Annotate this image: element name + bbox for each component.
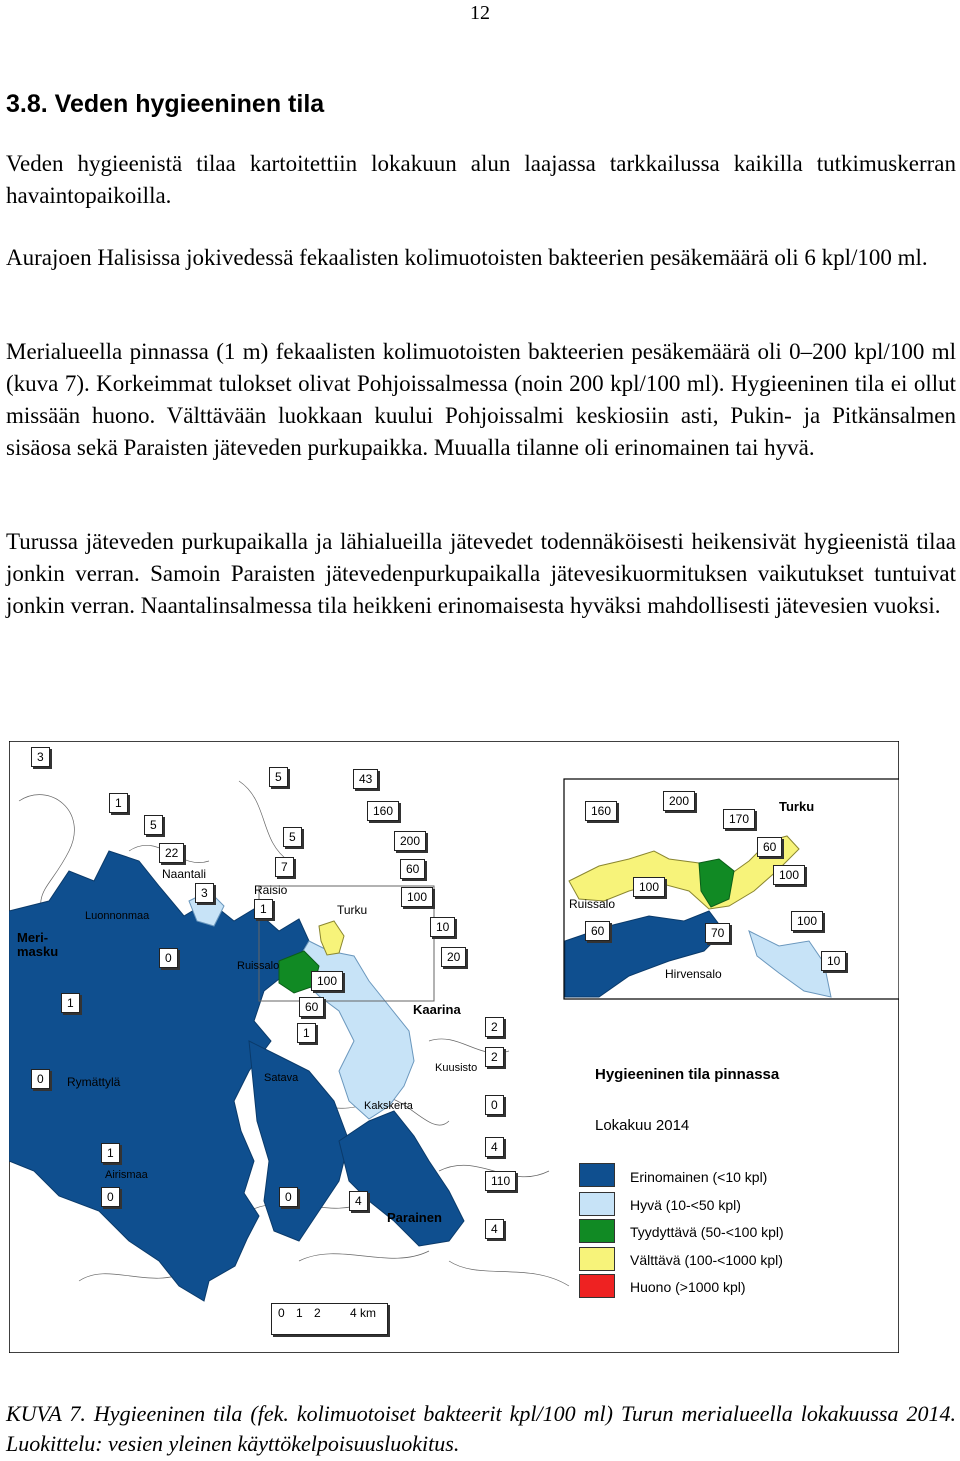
value-box: 20 (441, 947, 466, 967)
legend-swatch-passable (579, 1247, 615, 1271)
value-box: 0 (279, 1187, 298, 1207)
inset-value-box: 60 (585, 921, 610, 941)
inset-value-box: 100 (791, 911, 823, 931)
inset-value-box: 70 (705, 923, 730, 943)
place-airismaa: Airismaa (105, 1169, 148, 1181)
paragraph-4: Turussa jäteveden purkupaikalla ja lähialueilla jätevedet todennäköisesti heikensivät hygieenistä tilaa jonkin verran. Samoin Paraisten jätevedenpurkupaikalla jätevesikuormituksen vaikutukset tuntuivat jonkin verran. Naantalinsalmessa tila heikkeni erinomaisesta hyväksi mahdollisesti jätevesien vuoksi. (6, 529, 956, 618)
legend-label-excellent: Erinomainen (<10 kpl) (630, 1169, 768, 1185)
value-box: 3 (195, 883, 214, 903)
value-box: 110 (485, 1171, 516, 1191)
value-box: 1 (101, 1143, 120, 1163)
value-box: 22 (159, 843, 184, 863)
inset-value-box: 100 (633, 877, 665, 897)
inset-place-hirvensalo: Hirvensalo (665, 967, 722, 981)
section-heading: 3.8. Veden hygieeninen tila (6, 90, 325, 118)
value-box: 100 (401, 887, 433, 907)
scale-tick: 0 (278, 1306, 285, 1320)
value-box: 43 (353, 769, 378, 789)
value-box: 5 (283, 827, 302, 847)
value-box: 0 (485, 1095, 504, 1115)
value-box: 0 (31, 1069, 50, 1089)
scale-tick: 1 (296, 1306, 303, 1320)
value-box: 7 (275, 857, 294, 877)
legend-label-good: Hyvä (10-<50 kpl) (630, 1197, 741, 1213)
place-raisio: Raisio (254, 883, 288, 897)
inset-value-box: 160 (585, 801, 617, 821)
value-box: 160 (367, 801, 399, 821)
legend-swatch-good (579, 1192, 615, 1216)
value-box: 4 (485, 1137, 504, 1157)
inset-value-box: 100 (773, 865, 805, 885)
value-box: 10 (430, 917, 455, 937)
value-box: 1 (254, 899, 273, 919)
scale-tick: 4 km (350, 1306, 377, 1320)
value-box: 1 (297, 1023, 316, 1043)
place-luonnonmaa: Luonnonmaa (85, 910, 150, 922)
inset-value-box: 170 (723, 809, 755, 829)
value-box: 3 (31, 747, 50, 767)
place-satava: Satava (264, 1072, 299, 1084)
legend-label-poor: Huono (>1000 kpl) (630, 1279, 746, 1295)
legend-swatch-poor (579, 1274, 615, 1298)
value-box: 1 (61, 993, 80, 1013)
value-box: 4 (485, 1219, 504, 1239)
legend-label-passable: Välttävä (100-<1000 kpl) (630, 1252, 783, 1268)
paragraph-2: Aurajoen Halisissa jokivedessä fekaalisten kolimuotoisten bakteerien pesäkemäärä oli 6 kpl/100 ml. (6, 245, 928, 270)
place-meri-masku: Meri- masku (17, 930, 59, 959)
legend-label-satisfactory: Tyydyttävä (50-<100 kpl) (630, 1224, 784, 1240)
value-box: 0 (101, 1187, 120, 1207)
figure-caption: KUVA 7. Hygieeninen tila (fek. kolimuotoiset bakteerit kpl/100 ml) Turun merialueella lokakuussa 2014. Luokittelu: vesien yleinen käyttökelpoisuusluokitus. (6, 1401, 956, 1456)
place-rymattyla: Rymättylä (67, 1075, 121, 1089)
value-box: 5 (144, 815, 163, 835)
inset-value-box: 60 (757, 837, 782, 857)
value-box: 2 (485, 1017, 504, 1037)
hygiene-map (9, 741, 899, 1353)
inset-place-turku: Turku (779, 799, 815, 814)
scale-tick: 2 (314, 1306, 321, 1320)
place-naantali: Naantali (162, 867, 207, 881)
place-kuusisto: Kuusisto (435, 1062, 478, 1074)
value-box: 60 (400, 859, 425, 879)
page-number: 12 (470, 2, 490, 24)
value-box: 60 (299, 997, 324, 1017)
value-box: 4 (349, 1191, 368, 1211)
value-box: 200 (394, 831, 426, 851)
value-box: 100 (311, 971, 343, 991)
paragraph-3: Merialueella pinnassa (1 m) fekaalisten kolimuotoisten bakteerien pesäkemäärä oli 0–200 kpl/100 ml (kuva 7). Korkeimmat tulokset olivat Pohjoissalmessa (noin 200 kpl/100 ml). Hygieeninen tila ei ollut missään huono. Välttävään luokkaan kuului Pohjoissalmi keskiosiin asti, Pukin- ja Pitkänsalmen sisäosa sekä Paraisten jäteveden purkupaikka. Muualla tilanne oli erinomainen tai hyvä. (6, 339, 956, 460)
inset-value-box: 10 (821, 951, 846, 971)
value-box: 2 (485, 1047, 504, 1067)
legend-subtitle: Lokakuu 2014 (595, 1117, 690, 1134)
inset-place-ruissalo: Ruissalo (569, 897, 616, 911)
scale-bar (271, 1303, 388, 1335)
legend-swatch-satisfactory (579, 1219, 615, 1243)
paragraph-1: Veden hygieenistä tilaa kartoitettiin lokakuun alun laajassa tarkkailussa kaikilla tutkimuskerran havaintopaikoilla. (6, 151, 956, 208)
place-kakskerta: Kakskerta (364, 1100, 413, 1112)
place-ruissalo: Ruissalo (237, 960, 280, 972)
value-box: 0 (159, 948, 178, 968)
value-box: 1 (109, 793, 128, 813)
place-turku: Turku (337, 903, 368, 917)
place-parainen: Parainen (387, 1210, 442, 1225)
value-box: 5 (269, 767, 288, 787)
place-kaarina: Kaarina (413, 1002, 461, 1017)
legend-title: Hygieeninen tila pinnassa (595, 1066, 780, 1083)
inset-value-box: 200 (663, 791, 695, 811)
legend-swatch-excellent (579, 1163, 615, 1187)
